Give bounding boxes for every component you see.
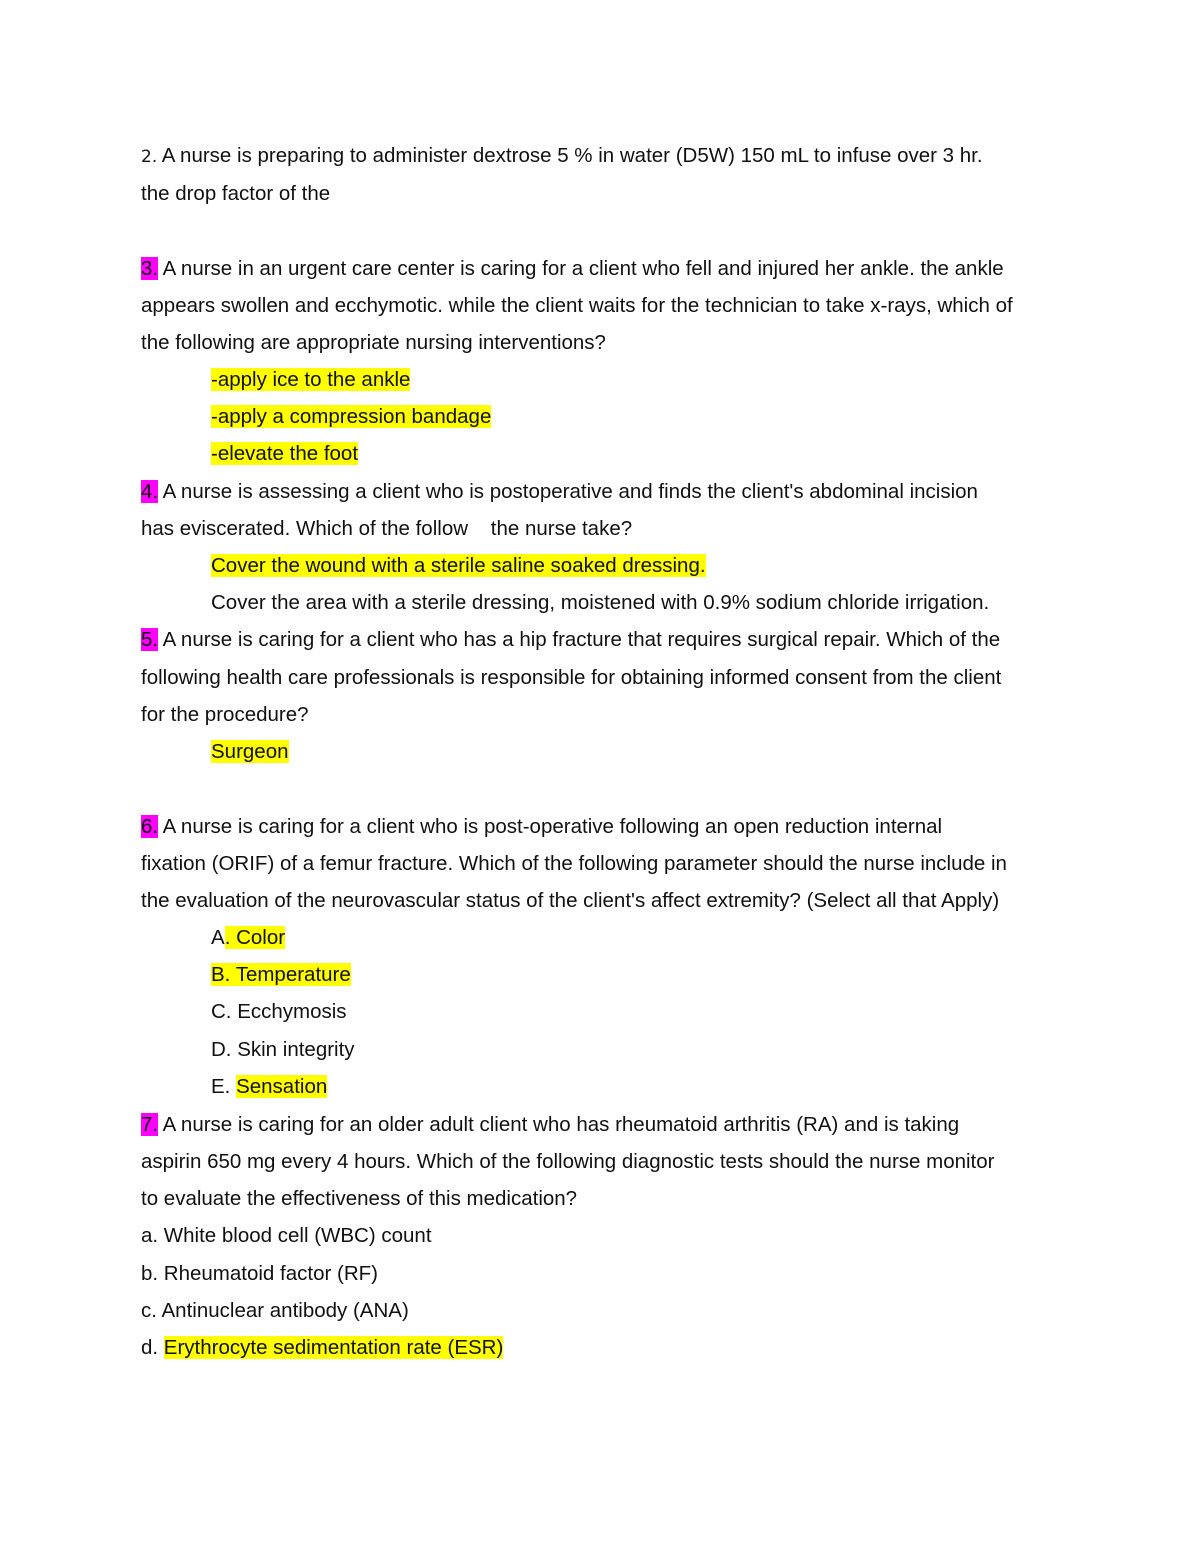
question-4-answer-other: Cover the area with a sterile dressing, moistened with 0.9% sodium chloride irrigation. <box>211 591 990 614</box>
question-7-text: A nurse is caring for an older adult client who has rheumatoid arthritis (RA) and is taking <box>158 1113 960 1136</box>
question-6-option-a <box>211 926 285 950</box>
question-7-option-d <box>141 1336 503 1360</box>
question-7-line-3: to evaluate the effectiveness of this medication? <box>141 1187 578 1210</box>
option-prefix: d. <box>141 1336 164 1359</box>
answer-highlight: Sensation <box>236 1075 328 1098</box>
question-4-line-2: has eviscerated. Which of the follow the nurse take? <box>141 517 633 540</box>
question-2-number: 2. <box>141 147 158 167</box>
answer-highlight: -apply a compression bandage <box>211 405 492 428</box>
question-6-option-d: D. Skin integrity <box>211 1038 355 1061</box>
question-6-option-e <box>211 1075 327 1099</box>
question-2-text: A nurse is preparing to administer dextrose 5 % in water (D5W) 150 mL to infuse over 3 hr. <box>157 144 983 167</box>
question-7-line-2: aspirin 650 mg every 4 hours. Which of the following diagnostic tests should the nurse monitor <box>141 1150 995 1173</box>
question-2-line-2: the drop factor of the <box>141 182 331 205</box>
question-5-text: A nurse is caring for a client who has a hip fracture that requires surgical repair. Which of the <box>158 628 1001 651</box>
question-6-line-1 <box>141 815 942 839</box>
answer-highlight: -apply ice to the ankle <box>211 368 411 391</box>
question-5-line-1 <box>141 628 1000 652</box>
answer-highlight: B. Temperature <box>211 963 351 986</box>
question-7-number: 7. <box>141 1113 159 1136</box>
question-4-answer-correct <box>211 554 706 578</box>
question-4-text: A nurse is assessing a client who is postoperative and finds the client's abdominal incision <box>158 480 978 503</box>
answer-highlight: -elevate the foot <box>211 442 359 465</box>
question-6-number: 6. <box>141 815 159 838</box>
question-3-answer-1 <box>211 368 410 392</box>
answer-highlight: Cover the wound with a sterile saline soaked dressing. <box>211 554 706 577</box>
question-7-option-a: a. White blood cell (WBC) count <box>141 1224 432 1247</box>
option-prefix: A <box>211 926 225 949</box>
question-6-line-2: fixation (ORIF) of a femur fracture. Which of the following parameter should the nurse include in <box>141 852 1007 875</box>
question-3-text: A nurse in an urgent care center is caring for a client who fell and injured her ankle. the ankle <box>158 257 1004 280</box>
question-6-option-b <box>211 963 351 987</box>
question-4-line-1 <box>141 480 978 504</box>
question-7-line-1 <box>141 1113 959 1137</box>
question-3-answer-2 <box>211 405 491 429</box>
option-prefix: E. <box>211 1075 237 1098</box>
answer-highlight: Surgeon <box>211 740 289 763</box>
question-7-option-b: b. Rheumatoid factor (RF) <box>141 1262 378 1285</box>
answer-highlight: Erythrocyte sedimentation rate (ESR) <box>163 1336 504 1359</box>
question-7-option-c: c. Antinuclear antibody (ANA) <box>141 1299 409 1322</box>
question-4-number: 4. <box>141 480 159 503</box>
question-2-line-1 <box>141 144 983 169</box>
question-5-line-2: following health care professionals is responsible for obtaining informed consent from the client <box>141 666 1002 689</box>
question-6-text: A nurse is caring for a client who is post-operative following an open reduction internal <box>158 815 943 838</box>
question-5-answer <box>211 740 289 764</box>
answer-highlight: . Color <box>224 926 286 949</box>
question-3-line-2: appears swollen and ecchymotic. while the client waits for the technician to take x-rays, which of <box>141 294 1013 317</box>
question-3-answer-3 <box>211 442 358 466</box>
question-3-number: 3. <box>141 257 159 280</box>
question-6-line-3: the evaluation of the neurovascular status of the client's affect extremity? (Select all that Apply) <box>141 889 1000 912</box>
question-3-line-3: the following are appropriate nursing interventions? <box>141 331 606 354</box>
question-5-line-3: for the procedure? <box>141 703 309 726</box>
question-6-option-c: C. Ecchymosis <box>211 1000 347 1023</box>
question-5-number: 5. <box>141 628 159 651</box>
question-3-line-1 <box>141 257 1004 281</box>
